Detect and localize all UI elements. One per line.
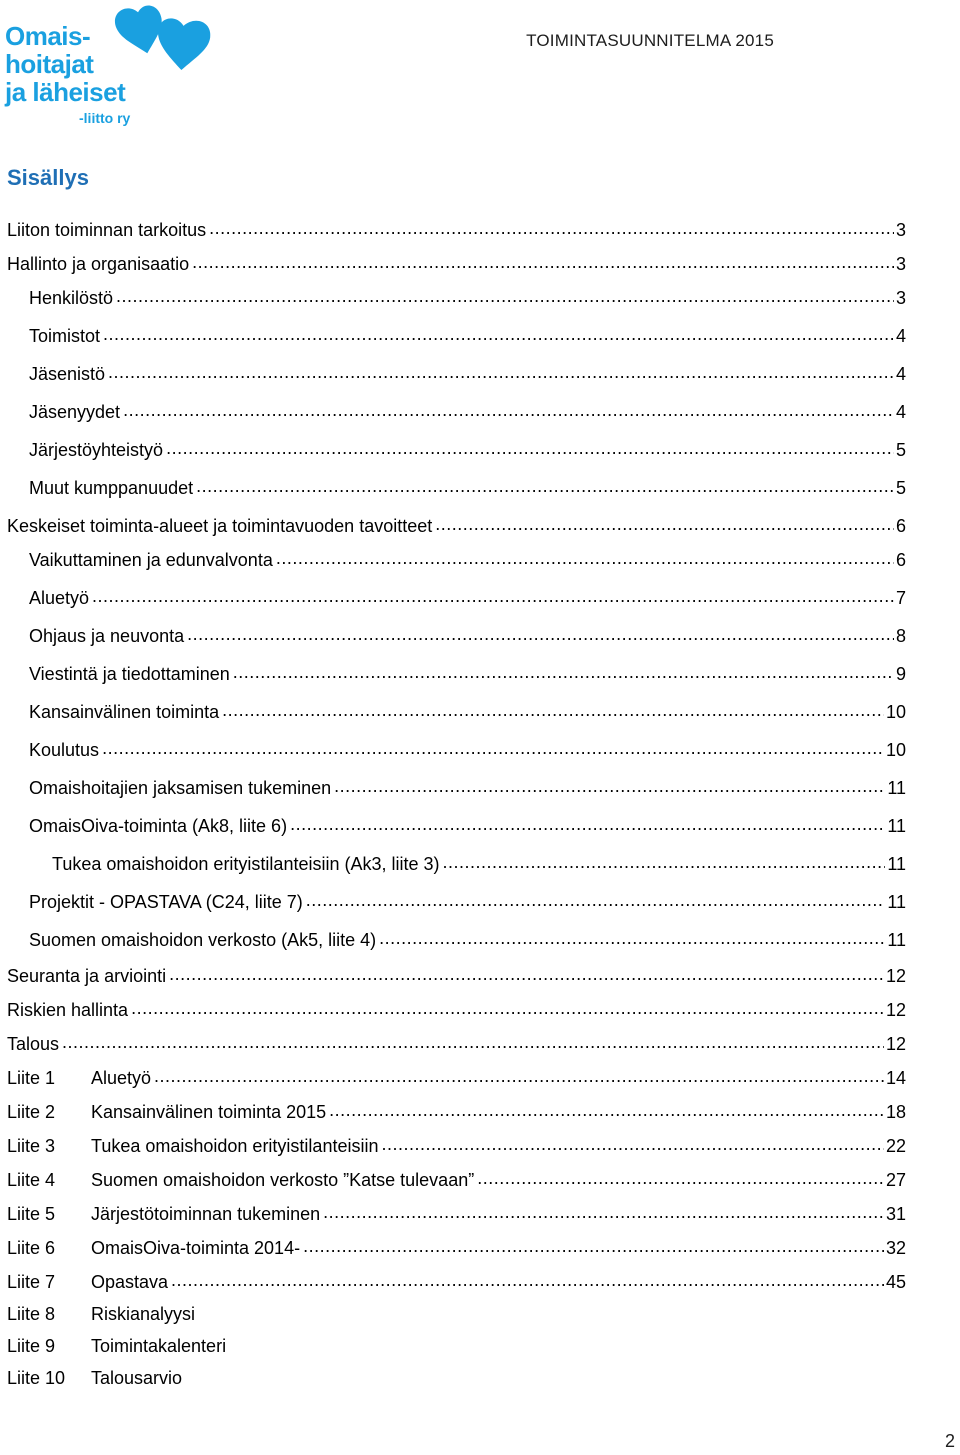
toc-entry-page: 4: [895, 402, 906, 422]
toc-entry-leader-dots: [103, 322, 894, 342]
toc-entry-title: Aluetyö: [91, 1068, 152, 1088]
toc-entry-appendix-number: Liite 5: [7, 1204, 56, 1224]
toc-entry-title: Vaikuttaminen ja edunvalvonta: [29, 550, 273, 570]
toc-entry-page: 12: [885, 966, 906, 986]
toc-entry-title: Ohjaus ja neuvonta: [29, 626, 185, 646]
toc-entry-title: OmaisOiva-toiminta (Ak8, liite 6): [29, 816, 288, 836]
page-number: 2: [944, 1431, 955, 1451]
toc-entry[interactable]: [52, 850, 906, 874]
toc-entry-leader-dots: [334, 774, 885, 794]
toc-entry[interactable]: [29, 736, 906, 760]
toc-entry-page: 10: [885, 740, 906, 760]
toc-entry-title: Viestintä ja tiedottaminen: [29, 664, 230, 684]
toc-entry[interactable]: [7, 962, 906, 986]
organization-logo: [5, 4, 210, 128]
toc-entry-title: Jäsenyydet: [29, 402, 121, 422]
toc-entry-appendix-number: Liite 3: [7, 1136, 56, 1156]
toc-entry[interactable]: [7, 1200, 906, 1224]
toc-entry-page: 3: [895, 220, 906, 240]
toc-entry-page: 27: [885, 1170, 906, 1190]
toc-entry-page: 3: [895, 288, 906, 308]
toc-entry-title: Talousarvio: [91, 1368, 183, 1388]
toc-entry-page: 3: [895, 254, 906, 274]
toc-entry[interactable]: [7, 1268, 906, 1292]
toc-entry-leader-dots: [209, 216, 894, 236]
toc-entry[interactable]: [29, 926, 906, 950]
toc-entry-page: 11: [887, 816, 906, 836]
toc-entry-leader-dots: [379, 926, 885, 946]
toc-entry[interactable]: [29, 660, 906, 684]
toc-entry-leader-dots: [62, 1030, 884, 1050]
toc-entry-title: Seuranta ja arviointi: [7, 966, 167, 986]
toc-entry-leader-dots: [323, 1200, 884, 1220]
toc-entry-page: 5: [895, 440, 906, 460]
toc-entry[interactable]: [7, 1366, 182, 1390]
toc-entry-leader-dots: [222, 698, 884, 718]
toc-entry-page: 11: [887, 778, 906, 798]
toc-entry[interactable]: [7, 250, 906, 274]
toc-entry-title: Tukea omaishoidon erityistilanteisiin (Ak3, liite 3): [52, 854, 440, 874]
toc-entry-page: 9: [895, 664, 906, 684]
toc-entry-leader-dots: [303, 1234, 884, 1254]
toc-entry-leader-dots: [443, 850, 886, 870]
toc-entry-leader-dots: [92, 584, 894, 604]
toc-entry[interactable]: [29, 622, 906, 646]
toc-entry-leader-dots: [276, 546, 894, 566]
toc-entry[interactable]: [29, 888, 906, 912]
toc-entry-page: 11: [887, 854, 906, 874]
toc-entry-title: Riskien hallinta: [7, 1000, 129, 1020]
toc-entry[interactable]: [29, 546, 906, 570]
toc-entry-page: 11: [887, 930, 906, 950]
toc-entry-leader-dots: [381, 1132, 883, 1152]
toc-entry-leader-dots: [108, 360, 894, 380]
toc-entry[interactable]: [29, 284, 906, 308]
toc-entry-leader-dots: [306, 888, 886, 908]
toc-entry-leader-dots: [290, 812, 885, 832]
toc-entry[interactable]: [29, 436, 906, 460]
toc-entry-appendix-number: Liite 6: [7, 1238, 56, 1258]
toc-entry-leader-dots: [171, 1268, 884, 1288]
toc-entry-title: Henkilöstö: [29, 288, 114, 308]
toc-entry[interactable]: [29, 398, 906, 422]
toc-entry-page: 12: [885, 1034, 906, 1054]
toc-entry[interactable]: [29, 774, 906, 798]
toc-entry-page: 11: [887, 892, 906, 912]
toc-entry-page: 6: [895, 516, 906, 536]
toc-entry-leader-dots: [196, 474, 894, 494]
hearts-icon: [113, 4, 213, 78]
toc-entry-appendix-number: Liite 7: [7, 1272, 56, 1292]
toc-entry-title: Koulutus: [29, 740, 100, 760]
toc-entry-page: 45: [885, 1272, 906, 1292]
toc-entry-title: Aluetyö: [29, 588, 90, 608]
toc-entry-title: Suomen omaishoidon verkosto (Ak5, liite 4): [29, 930, 377, 950]
toc-entry-title: Järjestöyhteistyö: [29, 440, 164, 460]
toc-entry-leader-dots: [435, 512, 894, 532]
toc-entry-page: 6: [895, 550, 906, 570]
toc-entry-title: Opastava: [91, 1272, 169, 1292]
toc-entry[interactable]: [7, 1302, 195, 1326]
toc-entry-title: Hallinto ja organisaatio: [7, 254, 190, 274]
logo-line-2: hoitajat: [5, 49, 94, 79]
toc-entry-title: Tukea omaishoidon erityistilanteisiin: [91, 1136, 379, 1156]
toc-entry-title: Omaishoitajien jaksamisen tukeminen: [29, 778, 332, 798]
toc-entry-title: Kansainvälinen toiminta: [29, 702, 220, 722]
toc-entry-leader-dots: [192, 250, 894, 270]
toc-entry-leader-dots: [102, 736, 884, 756]
toc-entry-title: Järjestötoiminnan tukeminen: [91, 1204, 321, 1224]
toc-entry[interactable]: [7, 1166, 906, 1190]
toc-entry-page: 22: [885, 1136, 906, 1156]
toc-entry[interactable]: [29, 812, 906, 836]
toc-entry-leader-dots: [477, 1166, 884, 1186]
toc-entry[interactable]: [29, 584, 906, 608]
toc-entry-title: Riskianalyysi: [91, 1304, 196, 1324]
toc-entry-appendix-number: Liite 4: [7, 1170, 56, 1190]
toc-entry-page: 7: [895, 588, 906, 608]
toc-entry[interactable]: [7, 1334, 226, 1358]
logo-line-1: Omais-: [5, 21, 91, 51]
toc-entry-title: Suomen omaishoidon verkosto ”Katse tulevaan”: [91, 1170, 475, 1190]
toc-entry-title: Toimintakalenteri: [91, 1336, 227, 1356]
toc-entry-appendix-number: Liite 10: [7, 1368, 66, 1388]
toc-entry-page: 32: [885, 1238, 906, 1258]
toc-entry-title: Projektit - OPASTAVA (C24, liite 7): [29, 892, 303, 912]
toc-entry-appendix-number: Liite 8: [7, 1304, 56, 1324]
toc-entry[interactable]: [7, 216, 906, 240]
toc-entry-page: 4: [895, 364, 906, 384]
toc-entry-leader-dots: [116, 284, 894, 304]
toc-heading: Sisällys: [7, 165, 89, 190]
toc-entry-page: 8: [895, 626, 906, 646]
toc-entry[interactable]: [29, 474, 906, 498]
toc-entry-leader-dots: [233, 660, 894, 680]
toc-entry[interactable]: [29, 322, 906, 346]
logo-line-3: ja läheiset: [5, 77, 126, 107]
toc-entry[interactable]: [7, 1030, 906, 1054]
toc-entry-title: Muut kumppanuudet: [29, 478, 194, 498]
toc-entry[interactable]: [7, 1234, 906, 1258]
toc-entry[interactable]: [7, 996, 906, 1020]
toc-entry-title: Talous: [7, 1034, 60, 1054]
toc-entry-page: 5: [895, 478, 906, 498]
toc-entry-leader-dots: [154, 1064, 884, 1084]
document-title: TOIMINTASUUNNITELMA 2015: [526, 31, 774, 50]
toc-entry-leader-dots: [169, 962, 884, 982]
toc-entry-page: 14: [885, 1068, 906, 1088]
toc-entry-title: Jäsenistö: [29, 364, 106, 384]
toc-entry-title: Kansainvälinen toiminta 2015: [91, 1102, 327, 1122]
toc-entry[interactable]: [29, 360, 906, 384]
toc-entry-leader-dots: [123, 398, 894, 418]
logo-subtitle: -liitto ry: [79, 110, 131, 126]
toc-entry[interactable]: [7, 1064, 906, 1088]
toc-entry[interactable]: [7, 512, 906, 536]
toc-entry-page: 31: [885, 1204, 906, 1224]
logo-wordmark: [5, 22, 125, 106]
toc-entry-leader-dots: [329, 1098, 884, 1118]
toc-entry-appendix-number: Liite 1: [7, 1068, 56, 1088]
toc-entry-title: OmaisOiva-toiminta 2014-: [91, 1238, 301, 1258]
toc-entry[interactable]: [29, 698, 906, 722]
toc-entry[interactable]: [7, 1098, 906, 1122]
toc-entry[interactable]: [7, 1132, 906, 1156]
toc-entry-leader-dots: [187, 622, 894, 642]
toc-entry-appendix-number: Liite 9: [7, 1336, 56, 1356]
toc-entry-page: 10: [885, 702, 906, 722]
toc-entry-appendix-number: Liite 2: [7, 1102, 56, 1122]
toc-entry-page: 18: [885, 1102, 906, 1122]
toc-entry-leader-dots: [131, 996, 884, 1016]
toc-entry-leader-dots: [166, 436, 894, 456]
toc-entry-title: Liiton toiminnan tarkoitus: [7, 220, 207, 240]
toc-entry-title: Keskeiset toiminta-alueet ja toimintavuoden tavoitteet: [7, 516, 433, 536]
toc-entry-page: 4: [895, 326, 906, 346]
toc-entry-title: Toimistot: [29, 326, 101, 346]
toc-entry-page: 12: [885, 1000, 906, 1020]
